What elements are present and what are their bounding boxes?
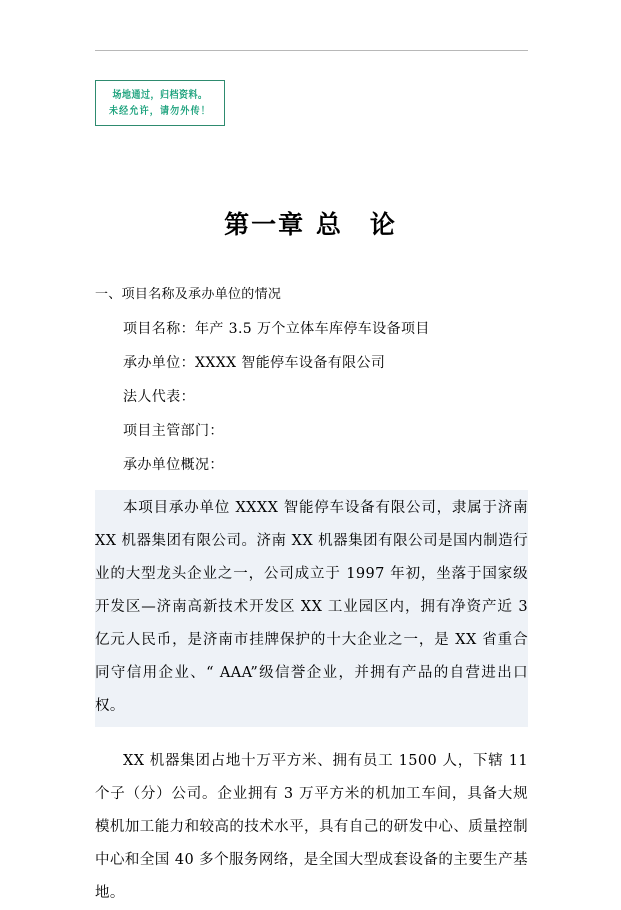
field-legal-representative: 法人代表： <box>123 389 195 405</box>
field-undertaking-unit: 承办单位：XXXX 智能停车设备有限公司 <box>123 355 386 371</box>
document-body <box>95 278 528 910</box>
field-project-name: 项目名称：年产 3.5 万个立体车库停车设备项目 <box>123 321 430 337</box>
stamp-line-2: 未经允许，请勿外传！ <box>108 105 211 118</box>
field-unit-overview: 承办单位概况： <box>123 457 224 473</box>
highlighted-paragraph: 本项目承办单位 XXXX 智能停车设备有限公司，隶属于济南 XX 机器集团有限公司。济南 XX 机器集团有限公司是国内制造行业的大型龙头企业之一，公司成立于 1997 年初，坐落于国家级开发区—济南高新技术开发区 XX 工业园区内，拥有净资产近 3 亿元人民币，是济南市挂牌保护的十大企业之一，是 XX 省重合同守信用企业、“ AAA”级信誉企业，并拥有产品的自营进出口权。 <box>95 490 528 727</box>
stamp-line-1: 场地通过，归档资料。 <box>112 89 208 102</box>
body-paragraph: XX 机器集团占地十万平方米、拥有员工 1500 人，下辖 11 个子（分）公司。企业拥有 3 万平方米的机加工车间，具备大规模机加工能力和较高的技术水平，具有自己的研发中心、质量控制中心和全国 40 多个服务网络，是全国大型成套设备的主要生产基地。 <box>95 753 528 901</box>
field-supervising-department: 项目主管部门： <box>123 423 224 439</box>
watermark-stamp-box <box>95 80 225 126</box>
section-heading: 一、项目名称及承办单位的情况 <box>95 287 282 302</box>
chapter-title: 第一章 总 论 <box>224 210 397 239</box>
header-divider <box>95 50 528 51</box>
